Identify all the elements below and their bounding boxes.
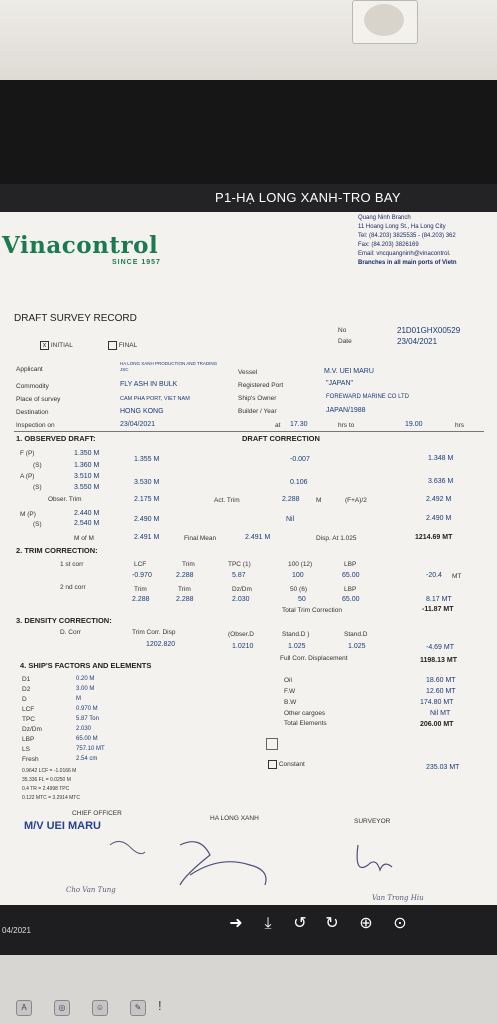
no-value: 21D01GHX00529 xyxy=(397,326,461,335)
trim2-header: Trim xyxy=(134,586,147,593)
port-value: "JAPAN" xyxy=(326,380,354,387)
lbp2-header: LBP xyxy=(344,586,357,593)
factor-value: 3.00 M xyxy=(76,686,95,692)
factor-note: 0.4 TR = 2.4998 TPC xyxy=(22,786,70,792)
std-d-value: 1.025 xyxy=(288,643,306,650)
ms-value: 2.540 M xyxy=(74,520,100,527)
density-result: -4.69 MT xyxy=(426,644,455,651)
m-mean: 2.490 M xyxy=(134,516,160,523)
factor-label: Dz/Dm xyxy=(22,726,42,733)
fp-value: 1.350 M xyxy=(74,450,100,457)
fa2-value: 2.492 M xyxy=(426,496,452,503)
final-mean-value: 2.491 M xyxy=(245,534,271,541)
factor-label: LS xyxy=(22,746,30,753)
factor-label: LCF xyxy=(22,706,35,713)
obs-trim-value: 2.175 M xyxy=(134,496,160,503)
destination-value: HONG KONG xyxy=(120,408,164,415)
obs-d-label: (Obser.D xyxy=(228,631,255,638)
surveyor-signature xyxy=(357,845,392,870)
lbp2-value: 65.00 xyxy=(342,596,360,603)
first-corr-unit: MT xyxy=(452,573,462,580)
address-line: Quang Ninh Branch xyxy=(358,215,411,221)
fs-value: 1.360 M xyxy=(74,462,100,469)
obs-d-value: 1.0210 xyxy=(232,643,254,650)
act-trim-label: Act. Trim xyxy=(214,497,240,504)
arrow-icon[interactable]: ➜ xyxy=(229,915,243,932)
factor-value: 65.00 M xyxy=(76,736,98,742)
a-correction: 0.106 xyxy=(290,479,308,486)
as-value: 3.550 M xyxy=(74,484,100,491)
fw-label: F.W xyxy=(284,688,296,695)
constant-checkbox xyxy=(268,760,277,769)
bw-value: 174.80 MT xyxy=(420,699,454,706)
trim-header: Trim xyxy=(182,561,195,568)
surveyor-name: Van Trong Hiu xyxy=(372,894,424,902)
bw-label: B.W xyxy=(284,699,297,706)
section-observed-heading: 1. OBSERVED DRAFT: xyxy=(16,434,96,443)
factor-value: 0.970 M xyxy=(76,706,98,712)
chief-officer-label: CHIEF OFFICER xyxy=(72,810,122,817)
ms-label: (S) xyxy=(33,521,42,528)
chief-officer-stamp: M/V UEI MARU xyxy=(24,820,101,832)
disp-value: 1214.69 MT xyxy=(415,534,453,541)
mp-value: 2.440 M xyxy=(74,510,100,517)
builder-value: JAPAN/1988 xyxy=(326,407,366,414)
download-icon[interactable]: ⤓ xyxy=(264,915,272,932)
chief-officer-name: Cho Van Tung xyxy=(66,886,116,894)
final-checkbox xyxy=(108,341,117,350)
factor-label: D xyxy=(22,696,27,703)
initial-checkbox: x xyxy=(40,341,49,350)
draft-correction-heading: DRAFT CORRECTION xyxy=(242,434,320,443)
std-d2-value: 1.025 xyxy=(348,643,366,650)
total-trim-value: -11.87 MT xyxy=(422,606,454,613)
signature-marks xyxy=(100,835,400,895)
fs-label: (S) xyxy=(33,462,42,469)
viewer-title-bar xyxy=(0,184,497,214)
obs-trim-label: Obser. Trim xyxy=(48,496,82,503)
lbp-header: LBP xyxy=(344,561,357,568)
trim2b-header: Trim xyxy=(178,586,191,593)
date-value: 23/04/2021 xyxy=(397,337,438,346)
viewer-toolbar xyxy=(0,905,497,955)
mom-label: M of M xyxy=(74,535,94,542)
section-factors-heading: 4. SHIP'S FACTORS AND ELEMENTS xyxy=(20,661,152,670)
total-trim-label: Total Trim Correction xyxy=(282,607,342,614)
wall-vent-fan xyxy=(364,4,404,36)
disp-label: Disp. At 1.025 xyxy=(316,535,357,542)
trim-corr-disp-label: Trim Corr. Disp xyxy=(132,629,176,636)
owner-value: FOREWARD MARINE CO LTD xyxy=(326,394,410,400)
factor-value: 757.10 MT xyxy=(76,746,105,752)
place-label: Place of survey xyxy=(16,396,61,403)
applicant-label: Applicant xyxy=(16,366,43,373)
destination-label: Destination xyxy=(16,409,49,416)
at-label: at xyxy=(275,422,281,429)
lcf-value: -0.970 xyxy=(132,572,152,579)
message-icon[interactable]: ◎ xyxy=(54,1000,70,1016)
dzdm-value: 2.030 xyxy=(232,596,250,603)
full-corr-value: 1198.13 MT xyxy=(420,657,457,664)
factor-note: 35.336 FL = 0.0250 M xyxy=(22,777,71,783)
section-trim-heading: 2. TRIM CORRECTION: xyxy=(16,546,98,555)
address-line: Fax: (84.203) 3826169 xyxy=(358,242,419,248)
inspection-label: Inspection on xyxy=(16,422,55,429)
mp-label: M (P) xyxy=(20,511,36,518)
sticker-icon[interactable]: ☺ xyxy=(92,1000,108,1016)
divider xyxy=(14,431,484,432)
tpc-value: 5.87 xyxy=(232,572,246,579)
text-icon[interactable]: A xyxy=(16,1000,32,1016)
factor-note: 0.122 MTC = 3.2914 MTC xyxy=(22,795,80,801)
lbp-value: 65.00 xyxy=(342,572,360,579)
hundred-value: 100 xyxy=(292,572,304,579)
act-trim-unit: M xyxy=(316,497,322,504)
section-density-heading: 3. DENSITY CORRECTION: xyxy=(16,616,112,625)
ap-label: A (P) xyxy=(20,473,35,480)
applicant-value: HA LONG XANH PRODUCTION AND TRADING JSC xyxy=(120,361,218,372)
address-line: Email: vncquangninh@vinacontrol. xyxy=(358,251,451,257)
surveyor-label: SURVEYOR xyxy=(354,818,391,825)
fifty-header: 50 (6) xyxy=(290,586,307,593)
monitor-bezel xyxy=(0,80,497,190)
alert-icon[interactable]: ! xyxy=(158,998,162,1013)
port-label: Registered Port xyxy=(238,382,284,389)
hundred-header: 100 (12) xyxy=(288,561,313,568)
inspection-value: 23/04/2021 xyxy=(120,421,156,428)
commodity-value: FLY ASH IN BULK xyxy=(120,381,178,388)
undo-icon[interactable]: ↺ xyxy=(293,915,307,932)
as-label: (S) xyxy=(33,484,42,491)
f-result: 1.348 M xyxy=(428,455,454,462)
company-signature xyxy=(180,842,266,885)
address-line: Tel: (84.203) 3825535 - (84.203) 362 xyxy=(358,233,456,239)
taskbar xyxy=(0,955,497,1024)
factor-label: TPC xyxy=(22,716,35,723)
std-d-label: Stand.D ) xyxy=(282,631,310,638)
fw-value: 12.60 MT xyxy=(426,688,456,695)
zoom-in-icon[interactable]: ⊕ xyxy=(359,915,373,932)
total-elements-value: 206.00 MT xyxy=(420,721,454,728)
fifty-value: 50 xyxy=(298,596,306,603)
factor-label: D1 xyxy=(22,676,31,683)
time-from: 17.30 xyxy=(290,421,308,428)
brand-since: SINCE 1957 xyxy=(112,259,161,266)
no-label: No xyxy=(338,327,347,334)
hrs-to-label: hrs to xyxy=(338,422,355,429)
oil-value: 18.60 MT xyxy=(426,677,456,684)
m-correction: Nil xyxy=(286,516,295,523)
trim-corr-disp-value: 1202.820 xyxy=(146,641,176,648)
hrs-label: hrs xyxy=(455,422,465,429)
std-d2-label: Stand.D xyxy=(344,631,368,638)
ap-value: 3.510 M xyxy=(74,473,100,480)
constant-label: Constant xyxy=(268,760,305,769)
f-mean: 1.355 M xyxy=(134,456,160,463)
m-result: 2.490 M xyxy=(426,515,452,522)
full-corr-label: Full Corr. Displacement xyxy=(280,655,348,662)
lcf-header: LCF xyxy=(134,561,147,568)
tpc-header: TPC (1) xyxy=(228,561,251,568)
dcorr-label: D. Corr xyxy=(60,629,81,636)
other-label: Other cargoes xyxy=(284,710,326,717)
factor-label: Fresh xyxy=(22,756,39,763)
chief-signature xyxy=(110,841,145,853)
factor-value: 2.54 cm xyxy=(76,756,98,762)
viewer-title: P1-HẠ LONG XANH-TRO BAY xyxy=(215,190,401,205)
commodity-label: Commodity xyxy=(16,383,49,390)
factor-value: M xyxy=(76,696,81,702)
empty-box xyxy=(266,738,278,750)
company-label: HA LONG XANH xyxy=(210,815,259,822)
second-corr-label: 2 nd corr xyxy=(60,584,86,591)
final-mean-label: Final Mean xyxy=(184,535,217,542)
final-option: FINAL xyxy=(108,341,137,350)
vessel-value: M.V. UEI MARU xyxy=(324,368,374,375)
more-icon[interactable]: ⊙ xyxy=(393,915,407,932)
record-title: DRAFT SURVEY RECORD xyxy=(14,313,137,324)
total-elements-label: Total Elements xyxy=(284,720,327,727)
a-mean: 3.530 M xyxy=(134,479,160,486)
first-corr-result: -20.4 xyxy=(426,572,442,579)
pen-icon[interactable]: ✎ xyxy=(130,1000,146,1016)
f-correction: -0.007 xyxy=(290,456,310,463)
vessel-label: Vessel xyxy=(238,369,258,376)
fp-label: F (P) xyxy=(20,450,35,457)
factor-value: 2.030 xyxy=(76,726,92,732)
oil-label: Oil xyxy=(284,677,292,684)
address-line: 11 Hoang Long St., Ha Long City xyxy=(358,224,446,230)
address-line: Branches in all main ports of Vietn xyxy=(358,260,457,266)
trim2-value: 2.288 xyxy=(132,596,150,603)
redo-icon[interactable]: ↻ xyxy=(325,915,339,932)
wall-background xyxy=(0,0,497,88)
second-corr-result: 8.17 MT xyxy=(426,596,452,603)
dzdm-header: Dz/Dm xyxy=(232,586,252,593)
place-value: CAM PHA PORT, VIET NAM xyxy=(120,396,190,402)
first-corr-label: 1 st corr xyxy=(60,561,84,568)
toolbar-date: 04/2021 xyxy=(2,926,31,935)
owner-label: Ship's Owner xyxy=(238,395,277,402)
time-to: 19.00 xyxy=(405,421,423,428)
act-trim-value: 2.288 xyxy=(282,496,300,503)
constant-value: 235.03 MT xyxy=(426,764,460,771)
trim-value: 2.288 xyxy=(176,572,194,579)
brand-logo: Vinacontrol xyxy=(2,232,159,259)
fa2-label: (F+A)/2 xyxy=(345,497,367,504)
factor-value: 0.20 M xyxy=(76,676,95,682)
factor-note: 0.9642 LCF = -1.0166 M xyxy=(22,768,77,774)
initial-option: x INITIAL xyxy=(40,341,73,350)
other-value: Nil MT xyxy=(430,710,451,717)
factor-label: D2 xyxy=(22,686,31,693)
factor-value: 5.87 Ton xyxy=(76,716,99,722)
trim2b-value: 2.288 xyxy=(176,596,194,603)
builder-label: Builder / Year xyxy=(238,408,277,415)
factor-label: LBP xyxy=(22,736,35,743)
mom-value: 2.491 M xyxy=(134,534,160,541)
date-label: Date xyxy=(338,338,352,345)
a-result: 3.636 M xyxy=(428,478,454,485)
